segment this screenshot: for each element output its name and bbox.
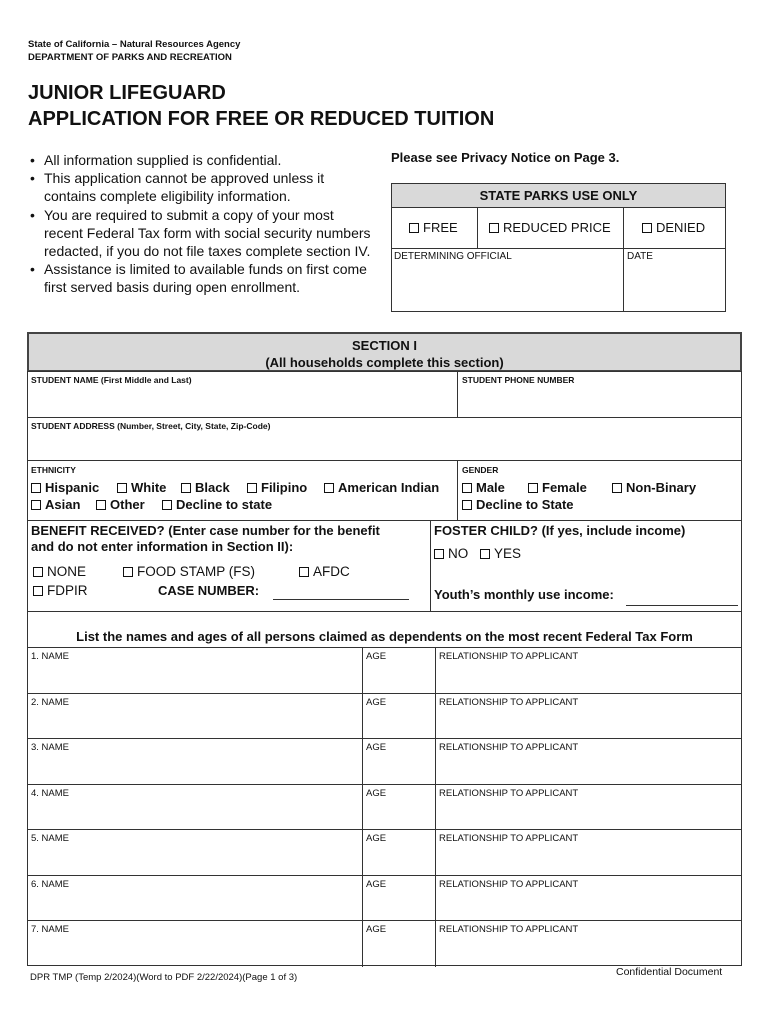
- student-name-label: STUDENT NAME (First Middle and Last): [31, 375, 192, 385]
- title-line2: APPLICATION FOR FREE OR REDUCED TUITION: [28, 108, 495, 130]
- table-row: [28, 738, 741, 785]
- dependent-relationship-cell[interactable]: [435, 876, 741, 922]
- title-line1: JUNIOR LIFEGUARD: [28, 82, 226, 104]
- dependent-age-cell[interactable]: [362, 876, 435, 922]
- ethnicity-hispanic[interactable]: [31, 480, 99, 495]
- foster-yes[interactable]: [480, 546, 521, 561]
- nonbinary-label: Non-Binary: [626, 480, 697, 495]
- dependent-relationship-cell[interactable]: [435, 648, 741, 694]
- dependent-name-cell[interactable]: [28, 785, 362, 831]
- benefit-food-stamp[interactable]: [123, 564, 255, 579]
- dependent-relationship-cell[interactable]: [435, 739, 741, 785]
- dependent-name-cell[interactable]: [28, 876, 362, 922]
- female-label: Female: [542, 480, 587, 495]
- student-address-field[interactable]: [31, 434, 736, 458]
- dependent-name-cell-label: 6. NAME: [31, 878, 70, 890]
- benefit-question: [31, 523, 380, 555]
- date-label: DATE: [627, 251, 653, 262]
- gender-label: GENDER: [462, 465, 499, 475]
- student-info-block: [27, 371, 742, 521]
- american-indian-checkbox[interactable]: [324, 483, 334, 493]
- foster-question: FOSTER CHILD? (If yes, include income): [434, 523, 686, 538]
- ethnicity-label: ETHNICITY: [31, 465, 76, 475]
- black-checkbox[interactable]: [181, 483, 191, 493]
- fdpir-label: FDPIR: [47, 583, 88, 598]
- student-address-label: STUDENT ADDRESS (Number, Street, City, State, Zip-Code): [31, 421, 271, 431]
- afdc-checkbox[interactable]: [299, 567, 309, 577]
- state-use-box: [391, 183, 726, 312]
- reduced-label: REDUCED PRICE: [503, 220, 611, 235]
- benefit-line1: BENEFIT RECEIVED? (Enter case number for the benefit: [31, 523, 380, 538]
- agency-line2: DEPARTMENT OF PARKS AND RECREATION: [28, 52, 232, 63]
- free-option[interactable]: [409, 220, 458, 235]
- section1-header: [27, 332, 742, 372]
- denied-checkbox[interactable]: [642, 223, 652, 233]
- foster-no[interactable]: [434, 546, 468, 561]
- student-phone-field[interactable]: [462, 388, 737, 414]
- dependent-relationship-cell-label: RELATIONSHIP TO APPLICANT: [439, 833, 579, 844]
- other-checkbox[interactable]: [96, 500, 106, 510]
- bullet-item: • Assistance is limited to available funds on first come first served basis during open enrollment.: [28, 260, 373, 296]
- afdc-label: AFDC: [313, 564, 350, 579]
- dependent-age-cell[interactable]: [362, 648, 435, 694]
- decline-gender-checkbox[interactable]: [462, 500, 472, 510]
- dependent-age-cell-label: AGE: [366, 833, 387, 844]
- table-row: [28, 875, 741, 922]
- gender-nonbinary[interactable]: [612, 480, 696, 495]
- dependents-block: [27, 611, 742, 966]
- dependent-name-cell-label: 4. NAME: [31, 787, 70, 799]
- dependent-name-cell-label: 3. NAME: [31, 742, 70, 753]
- youth-income-label: Youth’s monthly use income:: [434, 587, 614, 602]
- ethnicity-asian[interactable]: [31, 497, 80, 512]
- dependent-age-cell[interactable]: [362, 785, 435, 831]
- dependent-relationship-cell[interactable]: [435, 921, 741, 967]
- dependent-relationship-cell-label: RELATIONSHIP TO APPLICANT: [439, 924, 579, 935]
- dependent-name-cell[interactable]: [28, 648, 362, 694]
- male-checkbox[interactable]: [462, 483, 472, 493]
- benefit-line2: and do not enter information in Section II):: [31, 539, 294, 554]
- dependent-name-cell[interactable]: [28, 830, 362, 876]
- dependent-age-cell[interactable]: [362, 739, 435, 785]
- hispanic-label: Hispanic: [45, 480, 100, 495]
- decline-ethnicity-label: Decline to state: [176, 497, 273, 512]
- male-label: Male: [476, 480, 505, 495]
- dependent-age-cell-label: AGE: [366, 651, 387, 662]
- dependent-age-cell[interactable]: [362, 830, 435, 876]
- ethnicity-decline[interactable]: [162, 497, 272, 512]
- table-row: [28, 647, 741, 694]
- foster-yes-checkbox[interactable]: [480, 549, 490, 559]
- asian-label: Asian: [45, 497, 81, 512]
- black-label: Black: [195, 480, 230, 495]
- other-label: Other: [110, 497, 145, 512]
- foster-no-checkbox[interactable]: [434, 549, 444, 559]
- hispanic-checkbox[interactable]: [31, 483, 41, 493]
- reduced-checkbox[interactable]: [489, 223, 499, 233]
- section1-subtitle: (All households complete this section): [265, 355, 504, 370]
- ethnicity-filipino[interactable]: [247, 480, 307, 495]
- page-title: [28, 80, 494, 132]
- agency-line1: State of California – Natural Resources Agency: [28, 39, 241, 50]
- table-row: [28, 693, 741, 740]
- none-checkbox[interactable]: [33, 567, 43, 577]
- ethnicity-other[interactable]: [96, 497, 145, 512]
- footer-confidential: Confidential Document: [616, 966, 723, 978]
- dependent-name-cell-label: 1. NAME: [31, 651, 70, 662]
- table-row: [28, 920, 741, 967]
- foster-yes-label: YES: [494, 546, 522, 561]
- ethnicity-american-indian[interactable]: [324, 480, 439, 495]
- dependent-age-cell-label: AGE: [366, 742, 387, 753]
- dependent-age-cell-label: AGE: [366, 924, 387, 935]
- gender-female[interactable]: [528, 480, 587, 495]
- filipino-checkbox[interactable]: [247, 483, 257, 493]
- none-label: NONE: [47, 564, 87, 579]
- footer-form-id: DPR TMP (Temp 2/2024)(Word to PDF 2/22/2024)(Page 1 of 3): [30, 972, 298, 983]
- student-phone-label: STUDENT PHONE NUMBER: [462, 375, 575, 385]
- food-stamp-label: FOOD STAMP (FS): [137, 564, 255, 579]
- denied-label: DENIED: [656, 220, 706, 235]
- free-label: FREE: [423, 220, 458, 235]
- benefit-block: [27, 520, 742, 612]
- dependent-relationship-cell-label: RELATIONSHIP TO APPLICANT: [439, 878, 579, 890]
- bullet-item: • You are required to submit a copy of your most recent Federal Tax form with social security numbers redacted, if you do not file taxes complete section IV.: [28, 206, 373, 261]
- dependent-relationship-cell[interactable]: [435, 785, 741, 831]
- dependent-relationship-cell-label: RELATIONSHIP TO APPLICANT: [439, 742, 579, 753]
- dependent-age-cell[interactable]: [362, 694, 435, 740]
- table-row: [28, 829, 741, 876]
- gender-male[interactable]: [462, 480, 505, 495]
- dependent-name-cell[interactable]: [28, 739, 362, 785]
- dependent-relationship-cell-label: RELATIONSHIP TO APPLICANT: [439, 787, 579, 799]
- decline-ethnicity-checkbox[interactable]: [162, 500, 172, 510]
- case-number-label: CASE NUMBER:: [158, 583, 260, 598]
- benefit-fdpir[interactable]: [33, 583, 88, 598]
- free-checkbox[interactable]: [409, 223, 419, 233]
- dependent-age-cell[interactable]: [362, 921, 435, 967]
- dependent-relationship-cell-label: RELATIONSHIP TO APPLICANT: [439, 651, 579, 662]
- dependent-relationship-cell[interactable]: [435, 830, 741, 876]
- dependent-age-cell-label: AGE: [366, 787, 387, 799]
- white-checkbox[interactable]: [117, 483, 127, 493]
- official-label: DETERMINING OFFICIAL: [394, 251, 512, 262]
- benefit-none[interactable]: [33, 564, 86, 579]
- dependent-name-cell[interactable]: [28, 694, 362, 740]
- foster-no-label: NO: [448, 546, 469, 561]
- american-indian-label: American Indian: [338, 480, 440, 495]
- gender-decline[interactable]: [462, 497, 574, 512]
- ethnicity-white[interactable]: [117, 480, 166, 495]
- fdpir-checkbox[interactable]: [33, 586, 43, 596]
- female-checkbox[interactable]: [528, 483, 538, 493]
- youth-income-field[interactable]: [626, 589, 738, 606]
- dependent-name-cell-label: 2. NAME: [31, 696, 70, 708]
- dependent-name-cell[interactable]: [28, 921, 362, 967]
- benefit-afdc[interactable]: [299, 564, 350, 579]
- dependent-age-cell-label: AGE: [366, 696, 387, 708]
- white-label: White: [131, 480, 167, 495]
- dependent-age-cell-label: AGE: [366, 878, 387, 890]
- student-name-field[interactable]: [31, 388, 451, 414]
- dependent-relationship-cell-label: RELATIONSHIP TO APPLICANT: [439, 696, 579, 708]
- food-stamp-checkbox[interactable]: [123, 567, 133, 577]
- dependent-name-cell-label: 7. NAME: [31, 924, 70, 935]
- bullet-item: • All information supplied is confidential.: [28, 151, 373, 169]
- nonbinary-checkbox[interactable]: [612, 483, 622, 493]
- privacy-notice: Please see Privacy Notice on Page 3.: [391, 150, 620, 165]
- asian-checkbox[interactable]: [31, 500, 41, 510]
- table-row: [28, 784, 741, 831]
- denied-option[interactable]: [642, 220, 705, 235]
- bullet-item: • This application cannot be approved unless it contains complete eligibility information.: [28, 169, 373, 205]
- dependent-relationship-cell[interactable]: [435, 694, 741, 740]
- dependent-name-cell-label: 5. NAME: [31, 833, 70, 844]
- dependents-heading: List the names and ages of all persons claimed as dependents on the most recent Federal Tax Form: [76, 629, 693, 644]
- info-bullets: [28, 151, 373, 297]
- reduced-option[interactable]: [489, 220, 611, 235]
- state-use-title: STATE PARKS USE ONLY: [392, 184, 725, 208]
- section1-title: SECTION I: [351, 338, 417, 353]
- case-number-field[interactable]: [273, 583, 409, 600]
- agency-header: [28, 38, 240, 64]
- filipino-label: Filipino: [261, 480, 308, 495]
- ethnicity-black[interactable]: [181, 480, 230, 495]
- decline-gender-label: Decline to State: [476, 497, 574, 512]
